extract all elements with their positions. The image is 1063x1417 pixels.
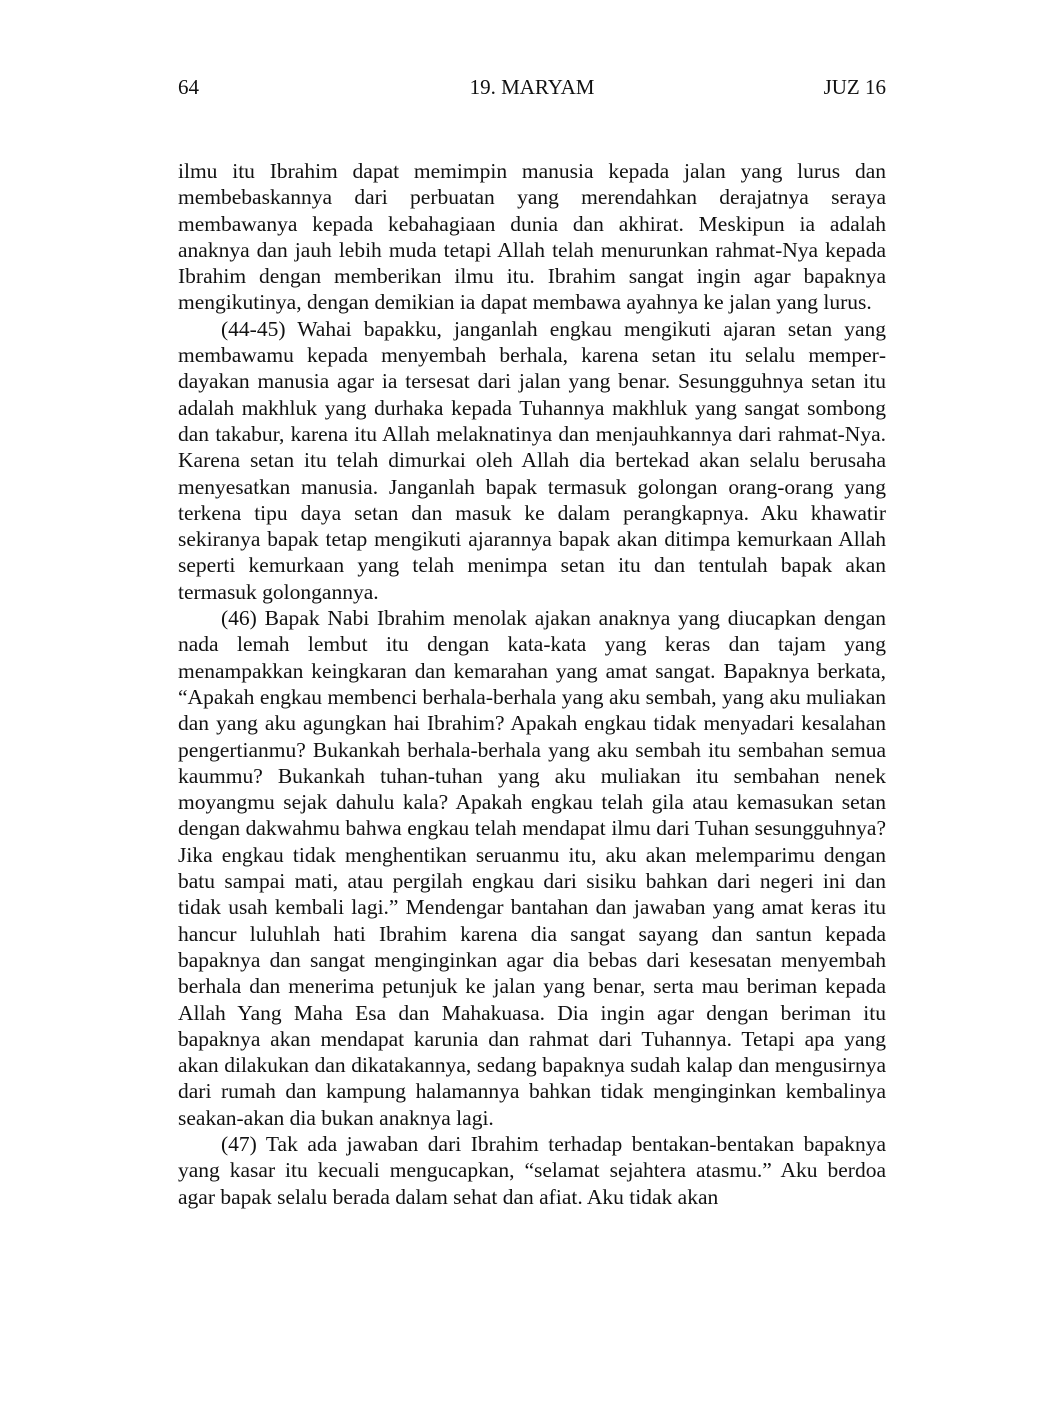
paragraph-continued: ilmu itu Ibrahim dapat memimpin manusia kepada jalan yang lurus dan membebaskannya dari perbuatan yang merendahkan derajatnya seraya membawanya kepada kebahagiaan dunia dan akhirat. Meskipun ia adalah anaknya dan jauh lebih muda tetapi Allah telah menurunkan rahmat-Nya kepada Ibrahim dengan memberikan ilmu itu. Ibrahim sangat ingin agar bapaknya mengikutinya, dengan demikian ia dapat membawa ayahnya ke jalan yang lurus. <box>178 159 886 315</box>
body-text <box>178 158 886 1210</box>
juz-label: JUZ 16 <box>823 75 886 99</box>
paragraph-verse-47: (47) Tak ada jawaban dari Ibrahim terhadap bentakan-bentakan bapaknya yang kasar itu kecuali mengucapkan, “selamat sejahtera atasmu.” Aku berdoa agar bapak selalu berada dalam sehat dan afiat. Aku tidak akan <box>178 1131 886 1209</box>
page-header <box>178 72 886 102</box>
page-number: 64 <box>178 75 199 99</box>
paragraph-verse-46: (46) Bapak Nabi Ibrahim menolak ajakan anaknya yang diucapkan dengan nada lemah lembut itu dengan kata-kata yang keras dan tajam yang menampakkan keingkaran dan kemarahan yang amat sangat. Bapaknya berkata, “Apakah engkau membenci berhala-berhala yang aku sembah, yang aku muliakan dan yang aku agungkan hai Ibrahim? Apakah engkau tidak menyadari kesalahan pengertianmu? Bukankah berhala-berhala yang aku sembah itu sembahan semua kaummu? Bukankah tuhan-tuhan yang aku muliakan itu sembahan nenek moyangmu sejak dahulu kala? Apakah engkau telah gila atau kemasukan setan dengan dakwahmu bahwa engkau telah mendapat ilmu dari Tuhan sesungguhnya? Jika engkau tidak menghentikan seruanmu itu, aku akan melemparimu dengan batu sampai mati, atau pergilah engkau dari sisiku bahkan dari negeri ini dan tidak usah kembali lagi.” Mendengar bantahan dan jawaban yang amat keras itu hancur luluhlah hati Ibrahim karena dia sangat sayang dan santun kepada bapaknya dan sangat menginginkan agar dia bebas dari kesesatan menyembah berhala dan menerima petunjuk ke jalan yang benar, serta mau beriman kepada Allah Yang Maha Esa dan Mahakuasa. Dia ingin agar dengan beriman itu bapaknya akan mendapat karunia dan rahmat dari Tuhannya. Tetapi apa yang akan dilakukan dan dikatakannya, sedang bapaknya sudah kalap dan mengusirnya dari rumah dan kampung halamannya bahkan tidak menginginkan kembalinya seakan-akan dia bukan anaknya lagi. <box>178 606 886 1130</box>
chapter-title: 19. MARYAM <box>469 75 595 99</box>
paragraph-verse-44-45: (44-45) Wahai bapakku, janganlah engkau mengikuti ajaran setan yang membawamu kepada menyembah berhala, karena setan itu selalu memperdayakan manusia agar ia tersesat dari jalan yang benar. Sesungguhnya setan itu adalah makhluk yang durhaka kepada Tuhannya makhluk yang sangat sombong dan takabur, karena itu Allah melaknatinya dan menjauhkannya dari rahmat-Nya. Karena setan itu telah dimurkai oleh Allah dia bertekad akan selalu berusaha menyesatkan manusia. Janganlah bapak termasuk golongan orang-orang yang terkena tipu daya setan dan masuk ke dalam perangkapnya. Aku khawatir sekiranya bapak tetap mengikuti ajarannya bapak akan ditimpa kemurkaan Allah seperti kemurkaan yang telah menimpa setan itu dan tentulah bapak akan termasuk golongannya. <box>178 316 886 604</box>
